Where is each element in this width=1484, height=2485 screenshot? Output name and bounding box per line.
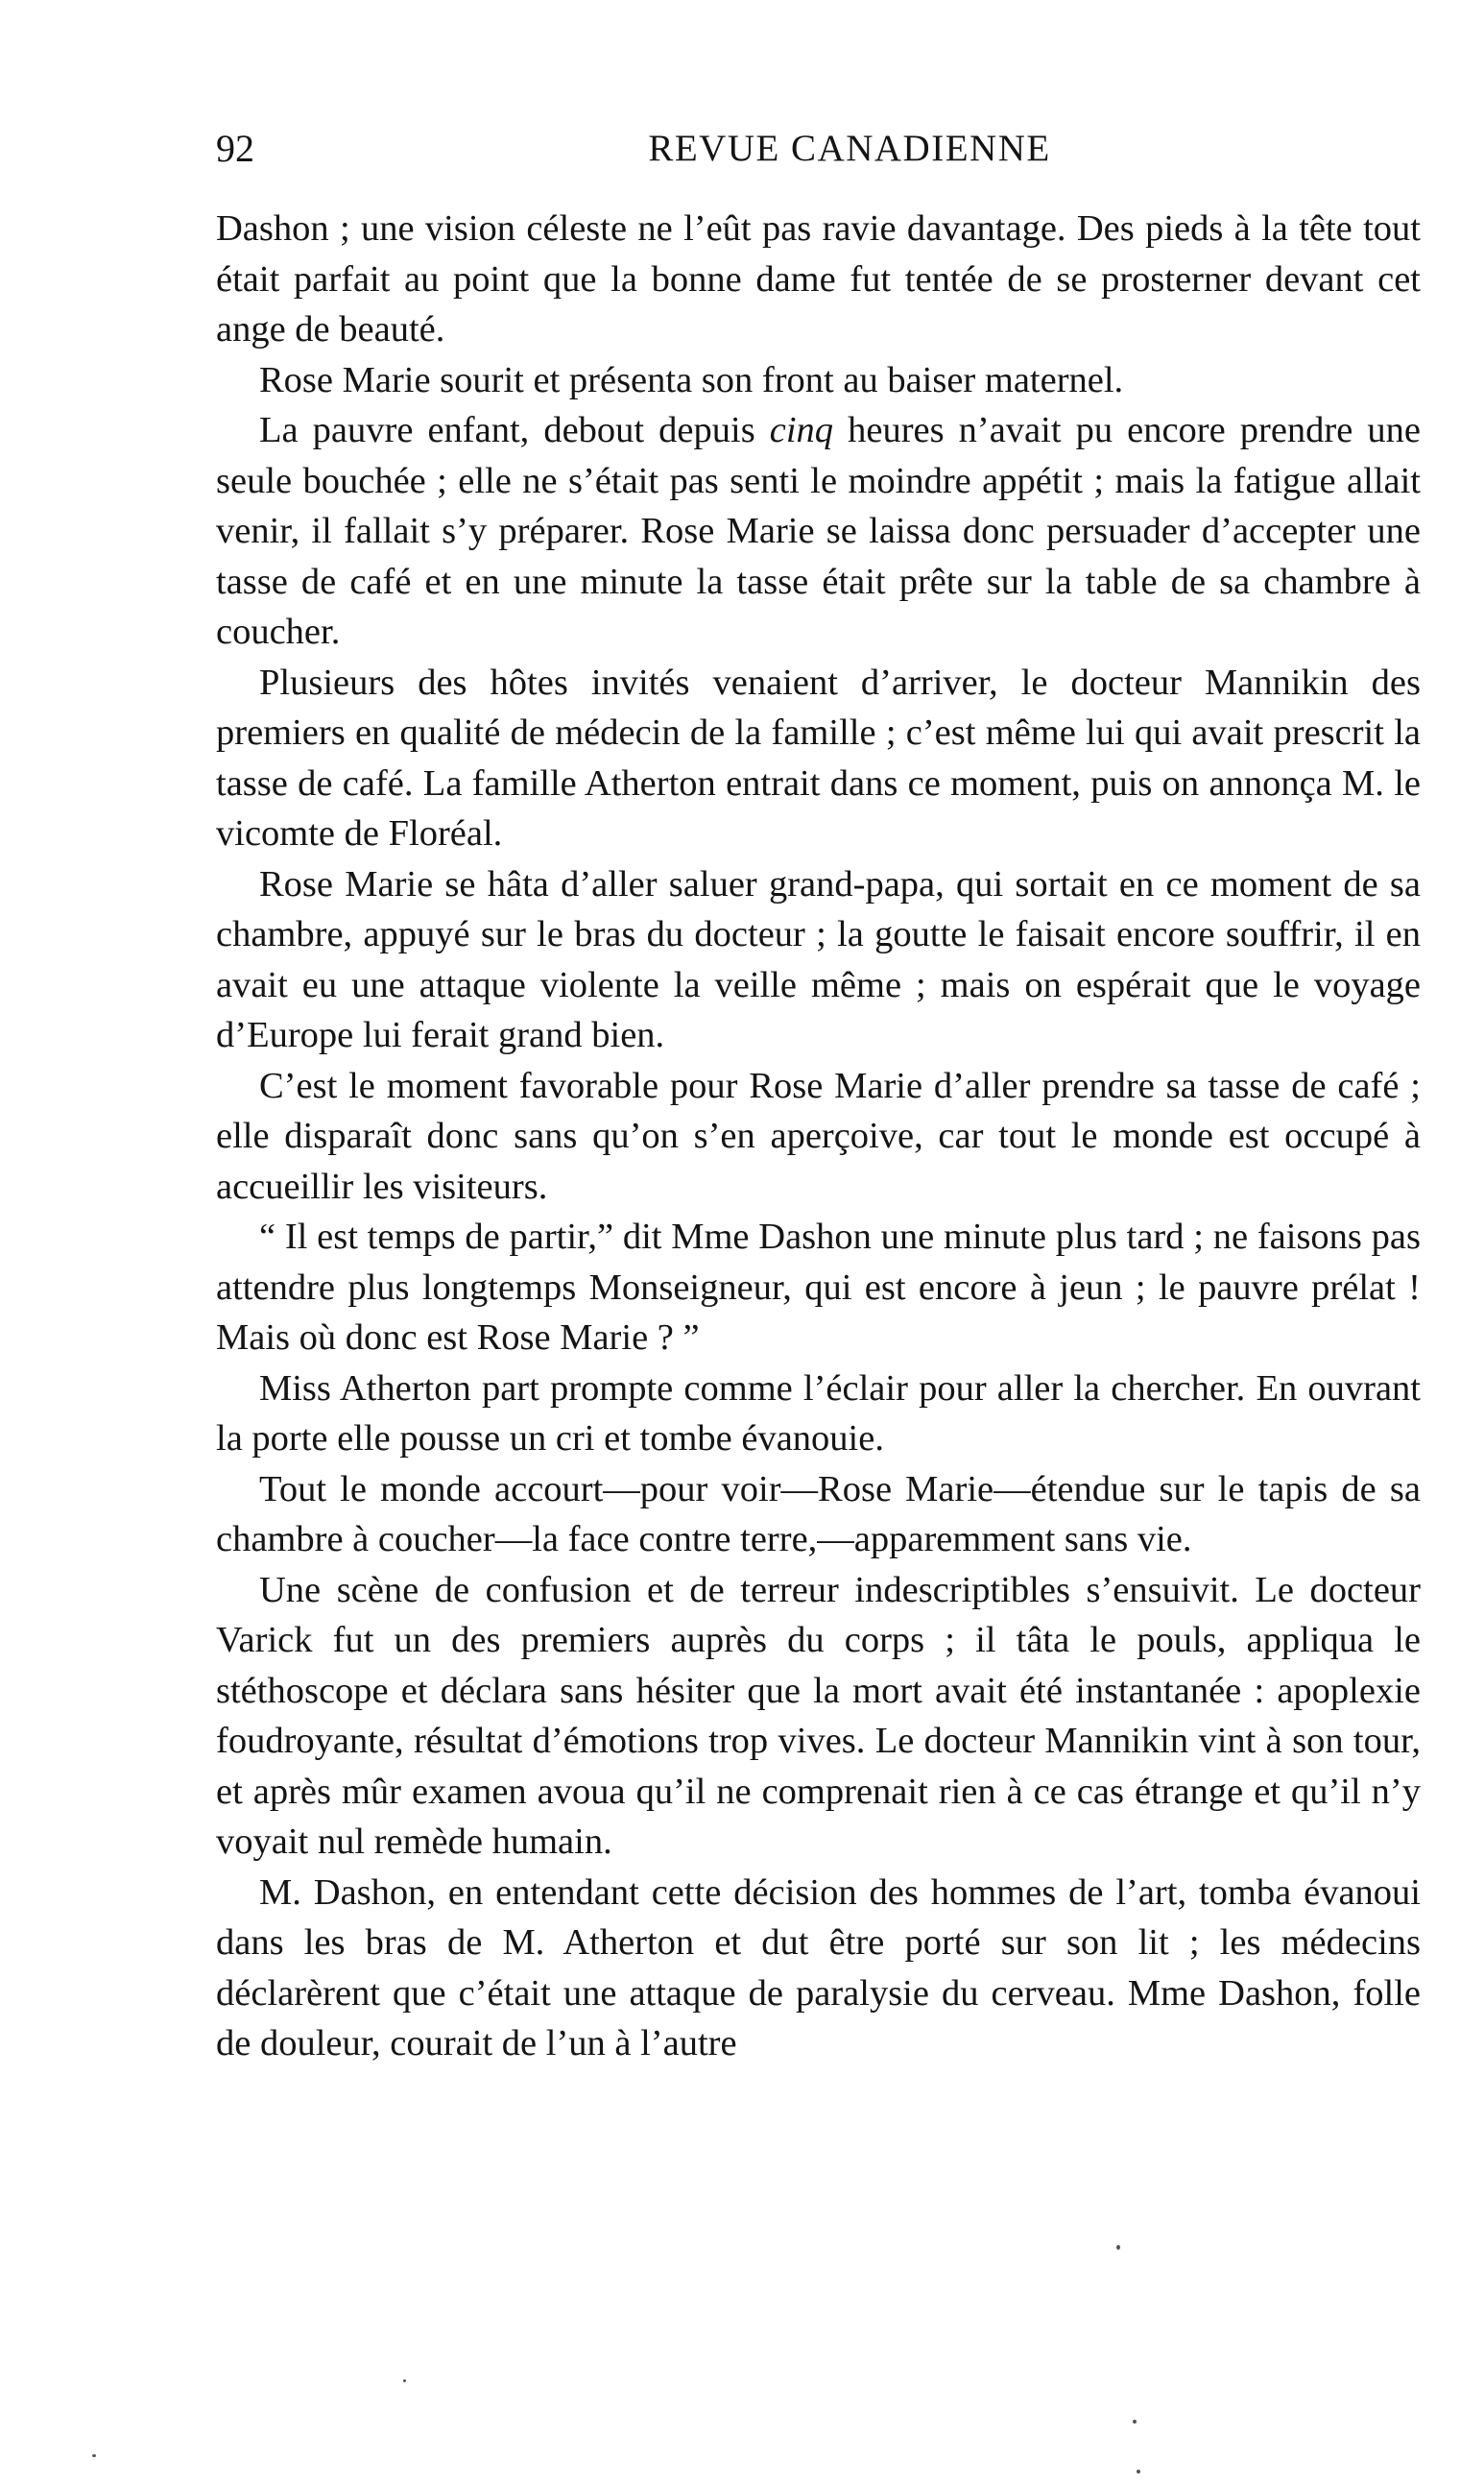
body-text	[216, 204, 1421, 2069]
paragraph-text: Rose Marie se hâta d’aller saluer grand-papa, qui sortait en ce moment de sa chambre, appuyé sur le bras du docteur ; la goutte le faisait encore souffrir, il en avait eu une attaque violente la veille même ; mais on espérait que le voyage d’Europe lui ferait grand bien.	[216, 863, 1421, 1055]
paragraph-text: La pauvre enfant, debout depuis	[259, 410, 770, 450]
paragraph	[216, 859, 1421, 1061]
paragraph-text: C’est le moment favorable pour Rose Marie d’aller prendre sa tasse de café ; elle disparaît donc sans qu’on s’en aperçoive, car tout le monde est occupé à accueillir les visiteurs.	[216, 1065, 1421, 1207]
paragraph-text: M. Dashon, en entendant cette décision des hommes de l’art, tomba évanoui dans les bras de M. Atherton et dut être porté sur son lit ; les médecins déclarèrent que c’était une attaque de paralysie du cerveau. Mme Dashon, folle de douleur, courait de l’un à l’autre	[216, 1871, 1421, 2063]
page-number: 92	[216, 127, 254, 170]
paragraph	[216, 1363, 1421, 1464]
journal-title: REVUE CANADIENNE	[648, 128, 1051, 169]
scan-speck	[1137, 2470, 1140, 2473]
paragraph-text: heures n’avait pu encore prendre une seule bouchée ; elle ne s’était pas senti le moindre appétit ; mais la fatigue allait venir, il fallait s’y préparer. Rose Marie se laissa donc persuader d’accepter une tasse de café et en une minute la tasse était prête sur la table de sa chambre à coucher.	[216, 410, 1421, 652]
scan-speck	[1133, 2420, 1137, 2424]
paragraph-text: Rose Marie sourit et présenta son front au baiser maternel.	[259, 359, 1124, 400]
running-head	[216, 120, 1416, 178]
paragraph-text: Plusieurs des hôtes invités venaient d’arriver, le docteur Mannikin des premiers en qualité de médecin de la famille ; c’est même lui qui avait prescrit la tasse de café. La famille Atherton entrait dans ce moment, puis on annonça M. le vicomte de Floréal.	[216, 662, 1421, 854]
paragraph-text: “ Il est temps de partir,” dit Mme Dashon une minute plus tard ; ne faisons pas attendre plus longtemps Monseigneur, qui est encore à jeun ; le pauvre prélat ! Mais où donc est Rose Marie ? ”	[216, 1217, 1421, 1358]
scan-speck	[1116, 2245, 1120, 2250]
scan-speck	[403, 2379, 406, 2382]
paragraph	[216, 1464, 1421, 1565]
paragraph	[216, 658, 1421, 859]
paragraph-text: Dashon ; une vision céleste ne l’eût pas ravie davantage. Des pieds à la tête tout était parfait au point que la bonne dame fut tentée de se prosterner devant cet ange de beauté.	[216, 208, 1421, 350]
paragraph	[216, 355, 1421, 406]
emphasis-text: cinq	[769, 410, 834, 450]
paragraph-text: Tout le monde accourt—pour voir—Rose Marie—étendue sur le tapis de sa chambre à coucher—la face contre terre,—apparemment sans vie.	[216, 1468, 1421, 1559]
paragraph	[216, 204, 1421, 355]
paragraph	[216, 1061, 1421, 1213]
paragraph	[216, 1565, 1421, 1868]
paragraph-text: Une scène de confusion et de terreur indescriptibles s’ensuivit. Le docteur Varick fut un des premiers auprès du corps ; il tâta le pouls, appliqua le stéthoscope et déclara sans hésiter que la mort avait été instantanée : apoplexie foudroyante, résultat d’émotions trop vives. Le docteur Mannikin vint à son tour, et après mûr examen avoua qu’il ne comprenait rien à ce cas étrange et qu’il n’y voyait nul remède humain.	[216, 1569, 1421, 1862]
scan-speck	[92, 2454, 96, 2457]
paragraph	[216, 405, 1421, 658]
paragraph-text: Miss Atherton part prompte comme l’éclair pour aller la chercher. En ouvrant la porte elle pousse un cri et tombe évanouie.	[216, 1367, 1421, 1459]
paragraph	[216, 1212, 1421, 1363]
paragraph	[216, 1868, 1421, 2069]
